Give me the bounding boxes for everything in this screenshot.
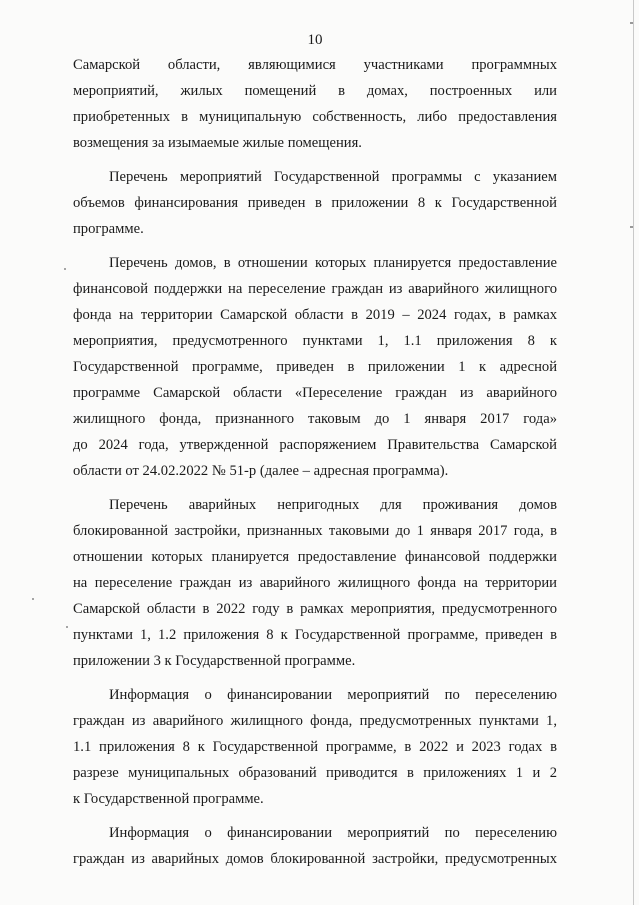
- text-line: Информация о финансировании мероприятий по переселению: [109, 825, 557, 841]
- text-line: приложении 3 к Государственной программе.: [73, 653, 356, 669]
- scan-speck: [64, 268, 66, 270]
- paragraph: [73, 820, 557, 872]
- scan-edge-mark: [630, 22, 633, 24]
- page-number: 10: [307, 32, 323, 48]
- paragraph: [73, 682, 557, 812]
- text-line: Информация о финансировании мероприятий по переселению: [109, 687, 557, 703]
- text-line: Перечень домов, в отношении которых планируется предоставление: [109, 255, 557, 271]
- paragraph: [73, 250, 557, 484]
- scan-edge-mark: [630, 226, 633, 228]
- text-line: программе Самарской области «Переселение граждан из аварийного: [73, 385, 557, 401]
- text-line: возмещения за изымаемые жилые помещения.: [73, 135, 362, 151]
- text-line: к Государственной программе.: [73, 791, 264, 807]
- text-line: Самарской области в 2022 году в рамках мероприятия, предусмотренного: [73, 601, 557, 617]
- scan-speck: [66, 626, 68, 628]
- scan-speck: [32, 598, 34, 600]
- text-line: отношении которых планируется предоставление финансовой поддержки: [73, 549, 557, 565]
- text-line: финансовой поддержки на переселение граждан из аварийного жилищного: [73, 281, 557, 297]
- text-line: блокированной застройки, признанных таковыми до 1 января 2017 года, в: [73, 523, 557, 539]
- paragraph: [73, 52, 557, 156]
- text-line: до 2024 года, утвержденной распоряжением Правительства Самарской: [73, 437, 557, 453]
- text-line: Государственной программе, приведен в приложении 1 к адресной: [73, 359, 557, 375]
- text-line: 1.1 приложения 8 к Государственной программе, в 2022 и 2023 годах в: [73, 739, 557, 755]
- text-line: пунктами 1, 1.2 приложения 8 к Государственной программе, приведен в: [73, 627, 557, 643]
- text-line: программе.: [73, 221, 144, 237]
- scan-edge-line: [633, 0, 634, 905]
- paragraph: [73, 492, 557, 674]
- text-line: граждан из аварийного жилищного фонда, предусмотренных пунктами 1,: [73, 713, 557, 729]
- text-line: жилищного фонда, признанного таковым до 1 января 2017 года»: [73, 411, 557, 427]
- document-body: [73, 52, 557, 872]
- paragraph: [73, 164, 557, 242]
- text-line: Перечень аварийных непригодных для проживания домов: [109, 497, 557, 513]
- text-line: объемов финансирования приведен в приложении 8 к Государственной: [73, 195, 557, 211]
- text-line: приобретенных в муниципальную собственность, либо предоставления: [73, 109, 557, 125]
- text-line: области от 24.02.2022 № 51-р (далее – адресная программа).: [73, 463, 449, 479]
- text-line: мероприятий, жилых помещений в домах, построенных или: [73, 83, 557, 99]
- text-line: на переселение граждан из аварийного жилищного фонда на территории: [73, 575, 557, 591]
- text-line: Самарской области, являющимися участниками программных: [73, 57, 557, 73]
- text-line: фонда на территории Самарской области в 2019 – 2024 годах, в рамках: [73, 307, 557, 323]
- text-line: мероприятия, предусмотренного пунктами 1, 1.1 приложения 8 к: [73, 333, 557, 349]
- text-line: граждан из аварийных домов блокированной застройки, предусмотренных: [73, 851, 557, 867]
- text-line: Перечень мероприятий Государственной программы с указанием: [109, 169, 557, 185]
- text-line: разрезе муниципальных образований приводится в приложениях 1 и 2: [73, 765, 557, 781]
